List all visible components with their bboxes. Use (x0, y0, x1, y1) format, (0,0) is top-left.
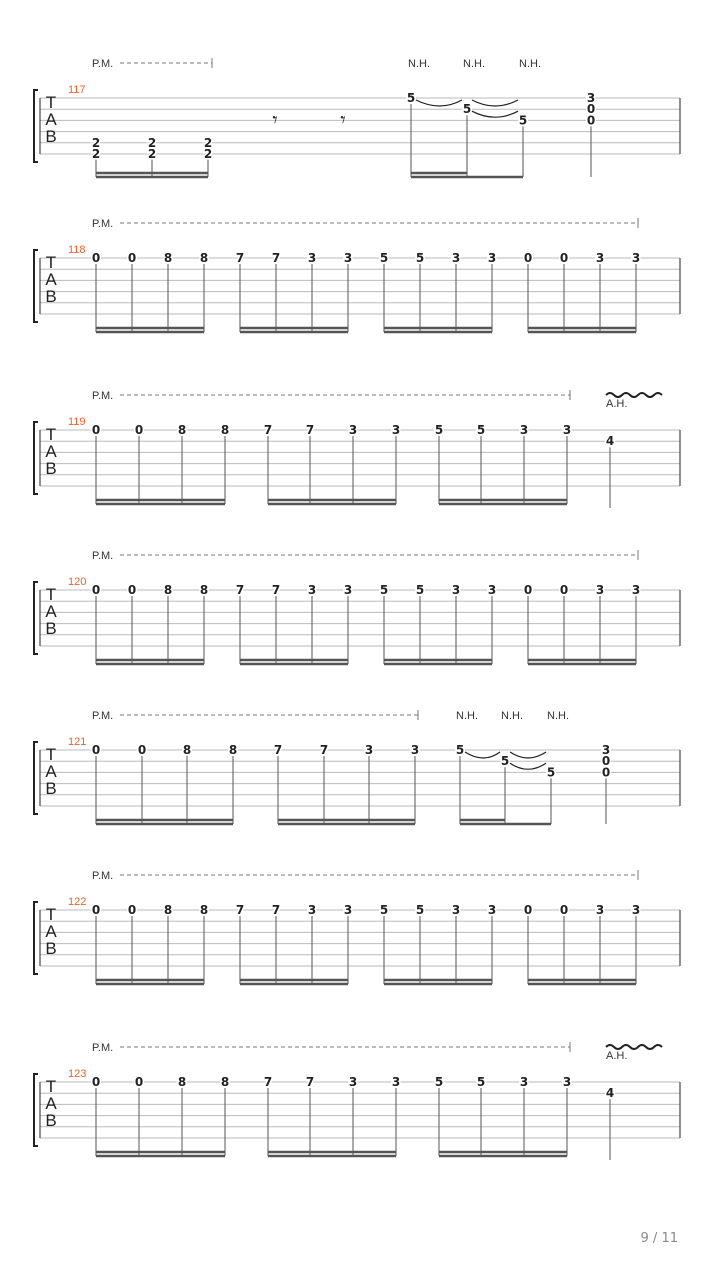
fret-number: 3 (519, 1075, 529, 1089)
fret-number: 8 (163, 903, 173, 917)
tab-clef-letter: B (45, 127, 57, 147)
fret-number: 0 (91, 583, 101, 597)
fret-number: 7 (263, 423, 273, 437)
palm-mute-label: P.M. (92, 58, 114, 70)
tab-clef-letter: T (45, 745, 57, 765)
tab-clef-letter: T (45, 253, 57, 273)
artificial-harmonic-label: A.H. (606, 1050, 628, 1062)
fret-number: 5 (406, 91, 416, 105)
fret-number: 5 (434, 423, 444, 437)
fret-number: 5 (415, 903, 425, 917)
system-bracket (34, 902, 38, 974)
fret-number: 5 (415, 251, 425, 265)
tab-clef-letter: B (45, 619, 57, 639)
fret-number: 3 (595, 903, 605, 917)
fret-number: 3 (595, 583, 605, 597)
tab-clef-letter: A (45, 270, 57, 290)
tab-clef-letter: T (45, 425, 57, 445)
fret-number: 7 (305, 423, 315, 437)
fret-number: 8 (163, 251, 173, 265)
fret-number: 3 (451, 251, 461, 265)
fret-number: 3 (451, 583, 461, 597)
fret-number: 0 (91, 743, 101, 757)
fret-number: 3 (307, 251, 317, 265)
fret-number: 0 (127, 251, 137, 265)
eighth-rest: 𝄾 (340, 107, 346, 132)
measure-number: 120 (68, 576, 87, 588)
fret-number: 8 (163, 583, 173, 597)
tie (510, 752, 546, 758)
tab-clef-letter: T (45, 905, 57, 925)
fret-number: 3 (631, 903, 641, 917)
fret-number: 0 (586, 102, 596, 117)
fret-number: 3 (343, 583, 353, 597)
fret-number: 7 (235, 583, 245, 597)
fret-number: 3 (348, 423, 358, 437)
fret-number: 0 (91, 1075, 101, 1089)
fret-number: 5 (455, 743, 465, 757)
fret-number: 3 (343, 903, 353, 917)
fret-number: 3 (595, 251, 605, 265)
fret-number: 0 (127, 583, 137, 597)
fret-number: 3 (348, 1075, 358, 1089)
tie (465, 752, 500, 758)
fret-number: 0 (91, 423, 101, 437)
eighth-rest: 𝄾 (272, 107, 278, 132)
tab-clef-letter: B (45, 287, 57, 307)
fret-number: 3 (519, 423, 529, 437)
measure-number: 121 (68, 736, 87, 748)
palm-mute-label: P.M. (92, 390, 114, 402)
fret-number: 3 (307, 583, 317, 597)
fret-number: 5 (500, 754, 510, 769)
fret-number: 8 (177, 1075, 187, 1089)
fret-number: 5 (462, 102, 472, 117)
fret-number: 0 (601, 754, 611, 769)
fret-number: 3 (601, 743, 611, 757)
tab-clef-letter: T (45, 1077, 57, 1097)
fret-number: 2 (147, 147, 157, 161)
palm-mute-label: P.M. (92, 870, 114, 882)
fret-number: 2 (203, 135, 213, 150)
system-bracket (34, 1074, 38, 1146)
system-bracket (34, 90, 38, 162)
tab-clef-letter: T (45, 585, 57, 605)
tie (416, 100, 462, 106)
fret-number: 5 (476, 423, 486, 437)
fret-number: 8 (199, 903, 209, 917)
tab-clef-letter: B (45, 939, 57, 959)
harmonic-label: N.H. (463, 58, 485, 70)
fret-number: 0 (137, 743, 147, 757)
harmonic-label: N.H. (547, 710, 569, 722)
fret-number: 5 (379, 251, 389, 265)
fret-number: 2 (203, 147, 213, 161)
fret-number: 7 (263, 1075, 273, 1089)
measure-number: 119 (68, 416, 86, 428)
fret-number: 7 (271, 903, 281, 917)
fret-number: 3 (410, 743, 420, 757)
tab-clef-letter: A (45, 110, 57, 130)
fret-number: 8 (182, 743, 192, 757)
fret-number: 0 (134, 423, 144, 437)
palm-mute-label: P.M. (92, 710, 114, 722)
fret-number: 8 (177, 423, 187, 437)
fret-number: 3 (631, 583, 641, 597)
fret-number: 3 (586, 91, 596, 105)
palm-mute-label: P.M. (92, 1042, 114, 1054)
fret-number: 0 (134, 1075, 144, 1089)
fret-number: 0 (523, 251, 533, 265)
fret-number: 5 (518, 113, 528, 128)
fret-number: 5 (546, 765, 556, 780)
fret-number: 7 (235, 903, 245, 917)
system-bracket (34, 582, 38, 654)
tab-clef-letter: A (45, 1094, 57, 1114)
fret-number: 7 (305, 1075, 315, 1089)
fret-number: 5 (434, 1075, 444, 1089)
tab-clef-letter: B (45, 459, 57, 479)
tab-clef-letter: A (45, 922, 57, 942)
fret-number: 3 (307, 903, 317, 917)
fret-number: 3 (562, 1075, 572, 1089)
tab-clef-letter: A (45, 762, 57, 782)
system-bracket (34, 422, 38, 494)
harmonic-label: N.H. (519, 58, 541, 70)
fret-number: 0 (559, 583, 569, 597)
tie (472, 100, 518, 106)
fret-number: 3 (391, 1075, 401, 1089)
tab-clef-letter: B (45, 1111, 57, 1131)
system-bracket (34, 250, 38, 322)
fret-number: 0 (91, 251, 101, 265)
fret-number: 0 (601, 765, 611, 780)
fret-number: 8 (199, 583, 209, 597)
fret-number: 0 (91, 903, 101, 917)
fret-number: 3 (391, 423, 401, 437)
fret-number: 0 (559, 251, 569, 265)
fret-number: 7 (271, 583, 281, 597)
measure-number: 118 (68, 244, 86, 256)
tab-clef-letter: A (45, 602, 57, 622)
harmonic-label: N.H. (501, 710, 523, 722)
fret-number: 2 (91, 135, 101, 150)
fret-number: 3 (487, 903, 497, 917)
page-number: 9 / 11 (640, 1231, 678, 1246)
fret-number: 8 (199, 251, 209, 265)
fret-number: 3 (631, 251, 641, 265)
system-bracket (34, 742, 38, 814)
tie (472, 111, 518, 117)
fret-number: 2 (147, 135, 157, 150)
tie (510, 763, 546, 769)
fret-number: 5 (379, 583, 389, 597)
harmonic-label: N.H. (408, 58, 430, 70)
fret-number: 7 (235, 251, 245, 265)
fret-number: 0 (559, 903, 569, 917)
fret-number: 8 (220, 1075, 230, 1089)
tab-clef-letter: B (45, 779, 57, 799)
fret-number: 7 (319, 743, 329, 757)
fret-number: 5 (476, 1075, 486, 1089)
tab-clef-letter: T (45, 93, 57, 113)
tab-clef-letter: A (45, 442, 57, 462)
measure-number: 123 (68, 1068, 87, 1080)
fret-number: 5 (379, 903, 389, 917)
fret-number: 2 (91, 147, 101, 161)
fret-number: 3 (364, 743, 374, 757)
fret-number: 8 (228, 743, 238, 757)
fret-number: 3 (487, 583, 497, 597)
fret-number: 5 (415, 583, 425, 597)
measure-number: 117 (68, 84, 86, 96)
fret-number: 8 (220, 423, 230, 437)
fret-number: 7 (273, 743, 283, 757)
vibrato-mark (606, 393, 662, 397)
fret-number: 3 (343, 251, 353, 265)
vibrato-mark (606, 1045, 662, 1049)
measure-number: 122 (68, 896, 87, 908)
fret-number: 3 (487, 251, 497, 265)
harmonic-label: N.H. (456, 710, 478, 722)
fret-number: 3 (562, 423, 572, 437)
fret-number: 0 (127, 903, 137, 917)
fret-number: 0 (586, 113, 596, 128)
artificial-harmonic-label: A.H. (606, 398, 628, 410)
palm-mute-label: P.M. (92, 550, 114, 562)
fret-number: 3 (451, 903, 461, 917)
fret-number: 7 (271, 251, 281, 265)
fret-number: 4 (605, 434, 615, 449)
palm-mute-label: P.M. (92, 218, 114, 230)
fret-number: 0 (523, 903, 533, 917)
fret-number: 0 (523, 583, 533, 597)
fret-number: 4 (605, 1086, 615, 1101)
